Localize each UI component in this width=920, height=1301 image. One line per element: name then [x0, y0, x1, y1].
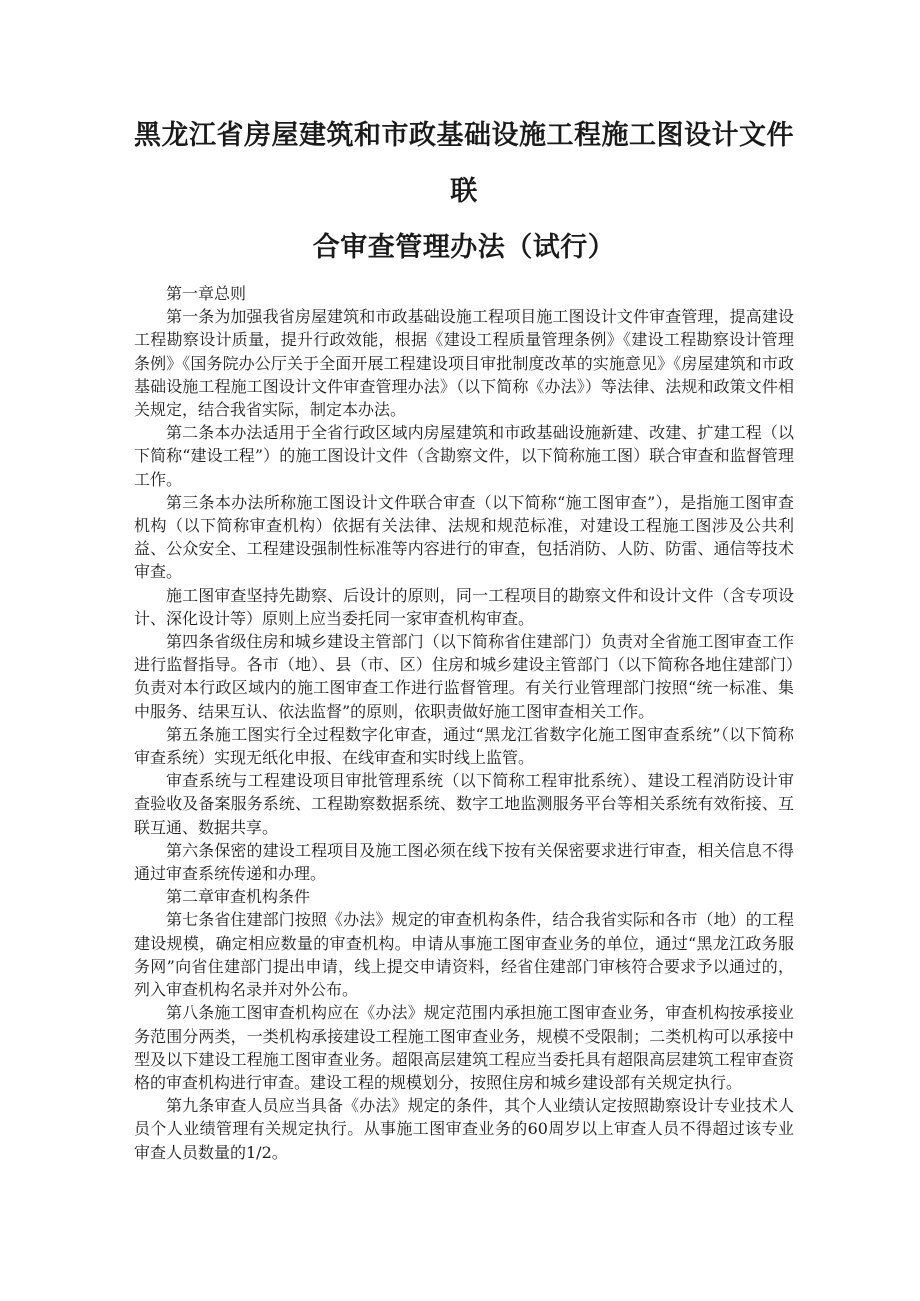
title-line-1: 黑龙江省房屋建筑和市政基础设施工程施工图设计文件联 [134, 120, 794, 207]
article-6: 第六条保密的建设工程项目及施工图必须在线下按有关保密要求进行审查，相关信息不得通过审查系统传递和办理。 [134, 840, 794, 884]
document-body [134, 282, 794, 1164]
article-2: 第二条本办法适用于全省行政区域内房屋建筑和市政基础设施新建、改建、扩建工程（以下简称“建设工程”）的施工图设计文件（含勘察文件，以下简称施工图）联合审查和监督管理工作。 [134, 423, 794, 489]
document-page [134, 108, 794, 1164]
article-5: 第五条施工图实行全过程数字化审查，通过“黑龙江省数字化施工图审查系统”（以下简称审查系统）实现无纸化申报、在线审查和实时线上监管。 [134, 724, 794, 768]
article-3: 第三条本办法所称施工图设计文件联合审查（以下简称“施工图审查”），是指施工图审查机构（以下简称审查机构）依据有关法律、法规和规范标准，对建设工程施工图涉及公共利益、公众安全、工程建设强制性标准等内容进行的审查，包括消防、人防、防雷、通信等技术审查。 [134, 492, 794, 582]
document-title [134, 108, 794, 276]
article-7: 第七条省住建部门按照《办法》规定的审查机构条件，结合我省实际和各市（地）的工程建设规模，确定相应数量的审查机构。申请从事施工图审查业务的单位，通过“黑龙江政务服务网”向省住建部门提出申请，线上提交申请资料，经省住建部门审核符合要求予以通过的，列入审查机构名录并对外公布。 [134, 910, 794, 1000]
article-1: 第一条为加强我省房屋建筑和市政基础设施工程项目施工图设计文件审查管理，提高建设工程勘察设计质量，提升行政效能，根据《建设工程质量管理条例》《建设工程勘察设计管理条例》《国务院办公厅关于全面开展工程建设项目审批制度改革的实施意见》《房屋建筑和市政基础设施工程施工图设计文件审查管理办法》（以下简称《办法》）等法律、法规和政策文件相关规定，结合我省实际，制定本办法。 [134, 307, 794, 420]
article-4: 第四条省级住房和城乡建设主管部门（以下简称省住建部门）负责对全省施工图审查工作进行监督指导。各市（地）、县（市、区）住房和城乡建设主管部门（以下简称各地住建部门）负责对本行政区域内的施工图审查工作进行监督管理。有关行业管理部门按照“统一标准、集中服务、结果互认、依法监督”的原则，依职责做好施工图审查相关工作。 [134, 632, 794, 721]
chapter-heading: 第一章总则 [166, 284, 247, 303]
title-line-2: 合审查管理办法（试行） [312, 232, 616, 263]
article-3-paragraph-2: 施工图审查坚持先勘察、后设计的原则，同一工程项目的勘察文件和设计文件（含专项设计、深化设计等）原则上应当委托同一家审查机构审查。 [134, 585, 794, 628]
chapter-heading: 第二章审查机构条件 [166, 887, 311, 907]
article-5-paragraph-2: 审查系统与工程建设项目审批管理系统（以下简称工程审批系统）、建设工程消防设计审查验收及备案服务系统、工程勘察数据系统、数字工地监测服务平台等相关系统有效衔接、互联互通、数据共享。 [134, 771, 794, 837]
article-9: 第九条审查人员应当具备《办法》规定的条件，其个人业绩认定按照勘察设计专业技术人员个人业绩管理有关规定执行。从事施工图审查业务的60周岁以上审查人员不得超过该专业审查人员数量的1/2。 [134, 1096, 794, 1162]
article-8: 第八条施工图审查机构应在《办法》规定范围内承担施工图审查业务，审查机构按承接业务范围分两类，一类机构承接建设工程施工图审查业务，规模不受限制；二类机构可以承接中型及以下建设工程施工图审查业务。超限高层建筑工程应当委托具有超限高层建筑工程审查资格的审查机构进行审查。建设工程的规模划分，按照住房和城乡建设部有关规定执行。 [134, 1003, 794, 1092]
